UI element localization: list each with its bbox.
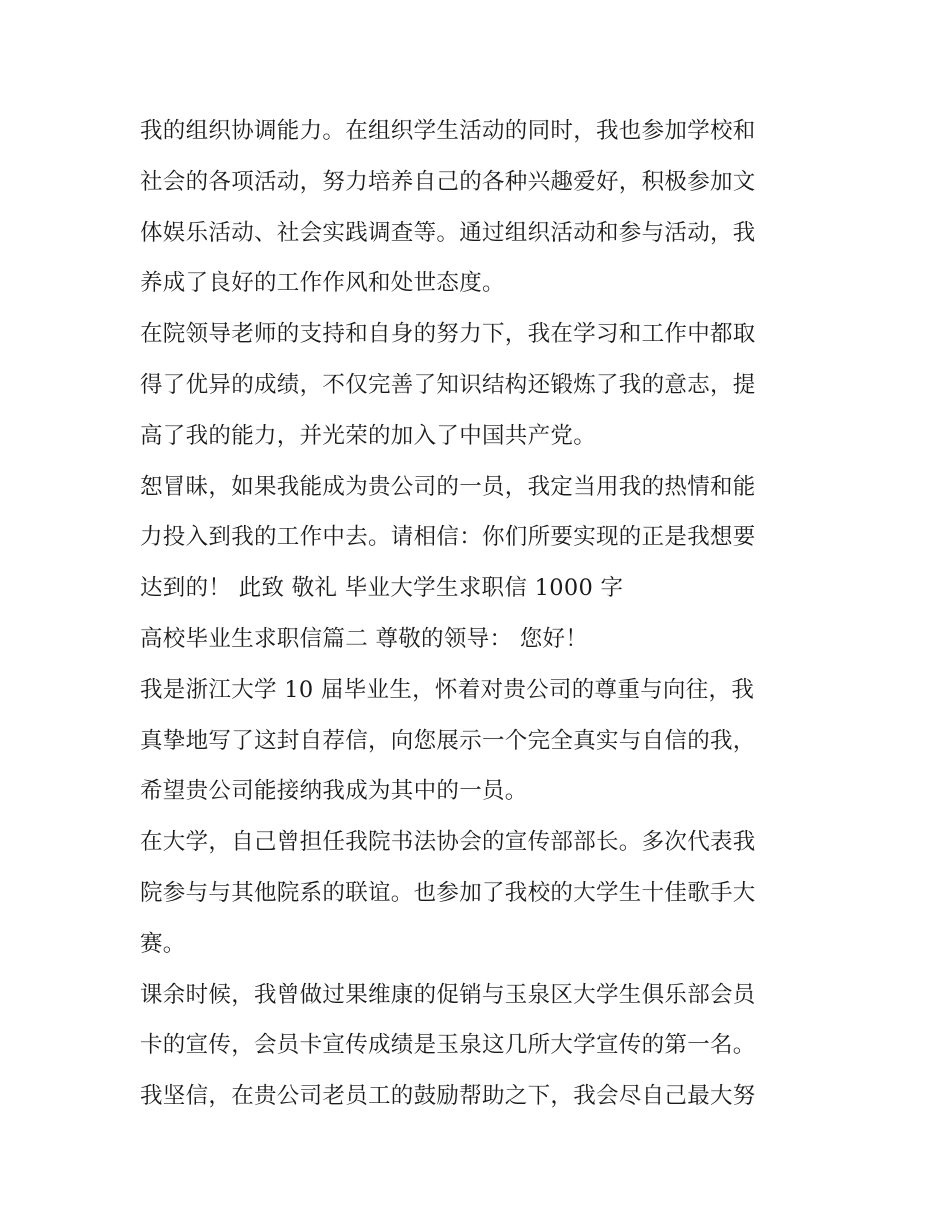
text-line: 力投入到我的工作中去。请相信：你们所要实现的正是我想要 [140, 524, 756, 551]
text-line: 真挚地写了这封自荐信，向您展示一个完全真实与自信的我， [140, 727, 756, 754]
text-line: 得了优异的成绩，不仅完善了知识结构还锻炼了我的意志，提 [140, 371, 756, 398]
text-line: 我的组织协调能力。在组织学生活动的同时，我也参加学校和 [140, 118, 756, 144]
text-line: 高校毕业生求职信篇二 尊敬的领导： 您好！ [140, 625, 589, 652]
text-line: 达到的！ 此致 敬礼 毕业大学生求职信 1000 字 [140, 575, 624, 602]
text-line: 卡的宣传，会员卡宣传成绩是玉泉这几所大学宣传的第一名。 [140, 1032, 756, 1059]
text-line: 在大学，自己曾担任我院书法协会的宣传部部长。多次代表我 [140, 829, 756, 856]
text-line: 体娱乐活动、社会实践调查等。通过组织活动和参与活动，我 [140, 219, 756, 246]
text-line: 恕冒昧，如果我能成为贵公司的一员，我定当用我的热情和能 [140, 473, 756, 500]
text-line: 养成了良好的工作作风和处世态度。 [140, 270, 505, 297]
text-line: 我坚信，在贵公司老员工的鼓励帮助之下，我会尽自己最大努 [140, 1083, 756, 1110]
text-line: 在院领导老师的支持和自身的努力下，我在学习和工作中都取 [140, 321, 756, 348]
text-line: 社会的各项活动，努力培养自己的各种兴趣爱好，积极参加文 [140, 168, 756, 195]
text-line: 院参与与其他院系的联谊。也参加了我校的大学生十佳歌手大 [140, 879, 756, 906]
text-line: 赛。 [140, 930, 186, 957]
text-line: 高了我的能力，并光荣的加入了中国共产党。 [140, 422, 597, 449]
text-line: 我是浙江大学 10 届毕业生，怀着对贵公司的尊重与向往，我 [140, 676, 755, 703]
text-line: 希望贵公司能接纳我成为其中的一员。 [140, 778, 528, 805]
body-text [140, 106, 820, 1122]
text-line: 课余时候，我曾做过果维康的促销与玉泉区大学生俱乐部会员 [140, 981, 756, 1008]
